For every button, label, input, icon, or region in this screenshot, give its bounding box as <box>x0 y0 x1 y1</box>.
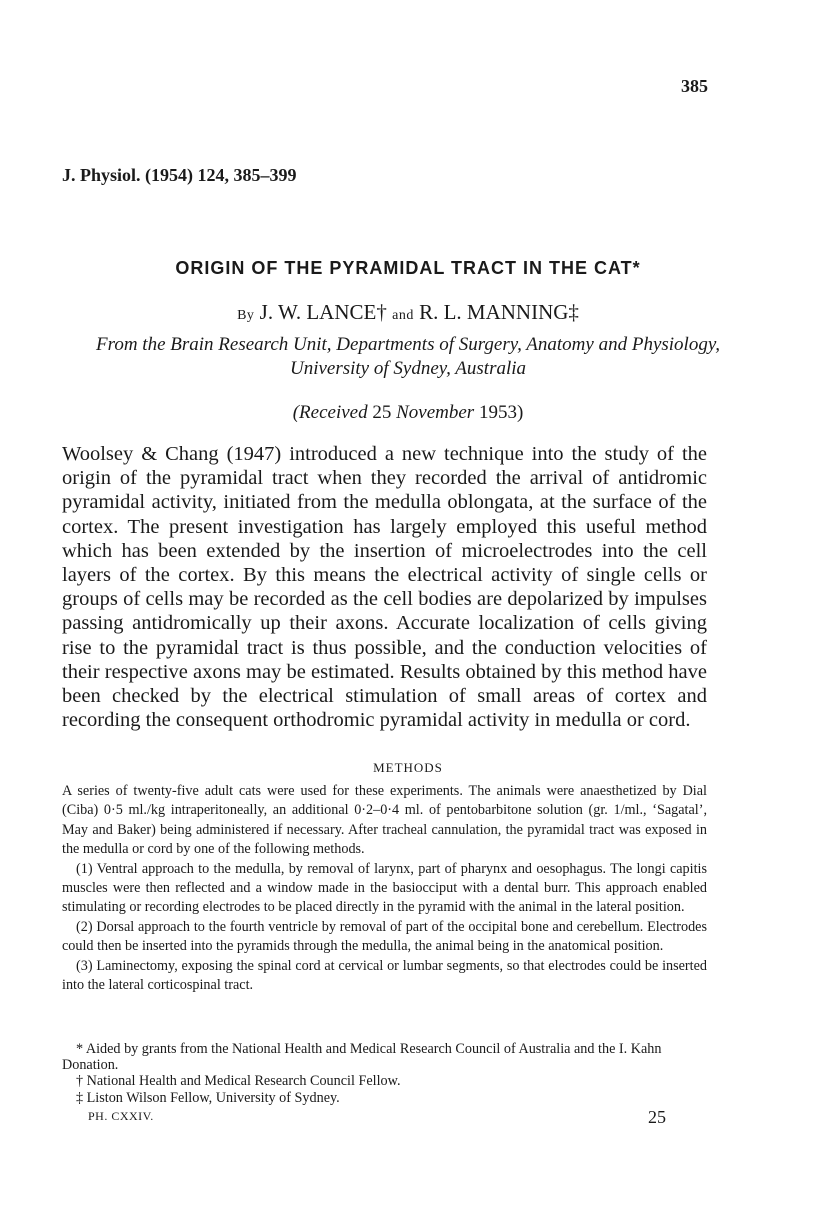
footnote-ddagger: ‡ Liston Wilson Fellow, University of Sydney. <box>76 1089 340 1106</box>
footnotes <box>62 1041 707 1106</box>
methods-item-3: (3) Laminectomy, exposing the spinal cord at cervical or lumbar segments, so that electrodes could be inserted into the lateral corticospinal tract. <box>62 957 707 994</box>
received-month: November <box>396 402 475 423</box>
page-number: 385 <box>681 76 708 96</box>
journal-citation: J. Physiol. (1954) 124, 385–399 <box>62 165 297 185</box>
methods-item-2: (2) Dorsal approach to the fourth ventricle by removal of part of the occipital bone and cerebellum. Electrodes could then be inserted into the pyramids through the medulla, the animal being in the anatomical position. <box>62 918 707 955</box>
author-line <box>0 300 816 325</box>
methods-section <box>62 782 707 995</box>
signature-mark: 25 <box>648 1107 666 1127</box>
article-title: ORIGIN OF THE PYRAMIDAL TRACT IN THE CAT* <box>175 258 641 278</box>
author-lance: J. W. LANCE† <box>259 300 387 324</box>
footnote-star: * Aided by grants from the National Health and Medical Research Council of Australia and the I. Kahn Donation. <box>62 1041 662 1074</box>
and-word: and <box>392 308 414 323</box>
affiliation: From the Brain Research Unit, Departments of Surgery, Anatomy and Physiology, University of Sydney, Australia <box>96 334 720 379</box>
author-manning: R. L. MANNING‡ <box>419 300 579 324</box>
abstract-paragraph: Woolsey & Chang (1947) introduced a new technique into the study of the origin of the pyramidal tract when they recorded the arrival of antidromic pyramidal activity, initiated from the medulla oblongata, at the surface of the cortex. The present investigation has largely employed this useful method which has been extended by the insertion of microelectrodes into the cell layers of the cortex. By this means the electrical activity of single cells or groups of cells may be recorded as the cell bodies are depolarized by impulses passing antidromically up their axons. Accurate localization of cells giving rise to the pyramidal tract is thus possible, and the conduction velocities of their respective axons may be estimated. Results obtained by this method have been checked by the electrical stimulation of small areas of cortex and recording the consequent orthodromic pyramidal activity in medulla or cord. <box>62 443 707 732</box>
received-prefix: (Received <box>292 402 368 423</box>
methods-heading: METHODS <box>373 760 443 775</box>
journal-volume: PH. CXXIV. <box>88 1109 154 1123</box>
abstract <box>62 442 707 732</box>
methods-intro: A series of twenty-five adult cats were used for these experiments. The animals were anaesthetized by Dial (Ciba) 0·5 ml./kg intraperitoneally, an additional 0·2–0·4 ml. of pentobarbitone solution (gr. 1/ml., ‘Sagatal’, May and Baker) being administered if necessary. After tracheal cannulation, the pyramidal tract was exposed in the medulla or cord by one of the following methods. <box>62 783 707 858</box>
by-word: By <box>237 308 255 323</box>
methods-item-1: (1) Ventral approach to the medulla, by removal of larynx, part of pharynx and oesophagus. The longi capitis muscles were then reflected and a window made in the basiocciput with a dental burr. This approach enabled stimulating or recording electrodes to be placed directly in the pyramid with the animal in the lateral position. <box>62 860 707 916</box>
received-year: 1953) <box>478 402 524 423</box>
footnote-dagger: † National Health and Medical Research Council Fellow. <box>76 1073 401 1090</box>
received-date <box>0 402 816 424</box>
received-day: 25 <box>372 402 392 423</box>
